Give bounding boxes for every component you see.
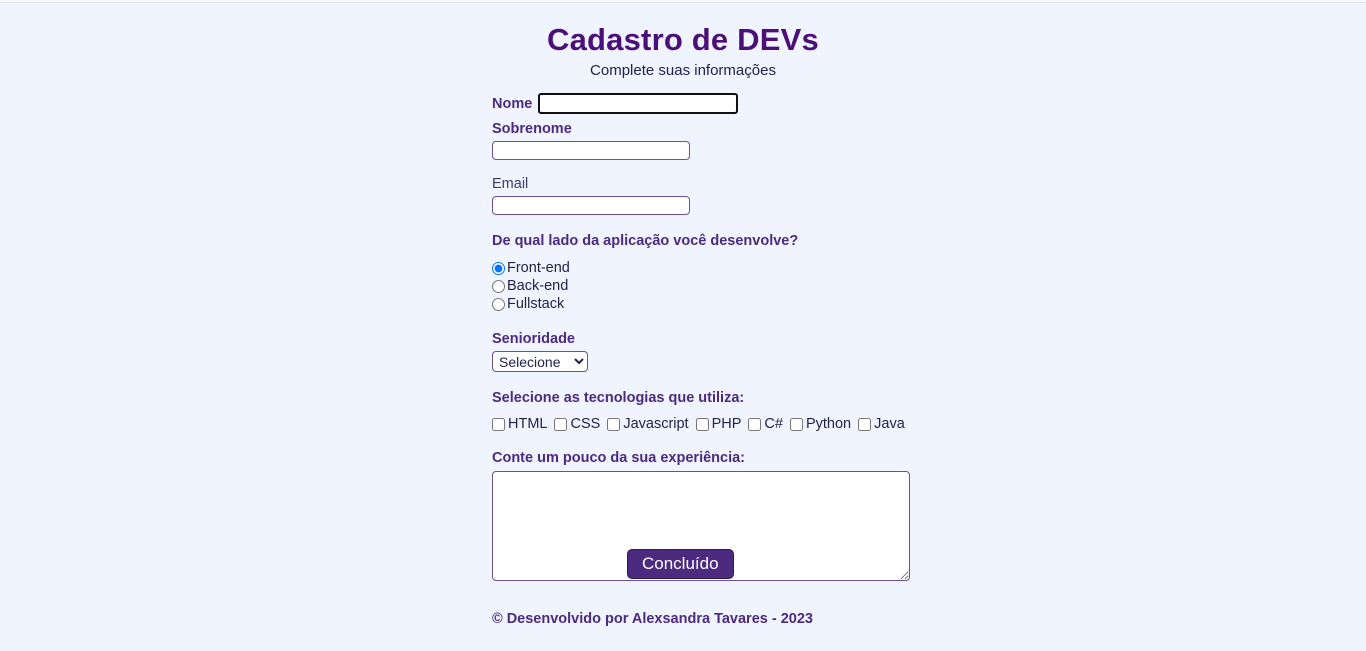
nome-label: Nome [492,95,533,112]
lado-label: De qual lado da aplicação você desenvolve? [492,233,799,249]
checkbox-php-label: PHP [711,416,742,432]
checkbox-html[interactable] [492,416,547,432]
radio-front-end[interactable] [492,259,1192,277]
field-email [492,175,1192,216]
registration-form [492,93,1192,627]
radio-back-end[interactable] [492,277,1192,295]
field-sobrenome [492,120,1192,161]
email-label: Email [492,175,529,192]
field-tecnologias [492,390,1192,432]
checkbox-python[interactable] [790,416,851,432]
submit-button[interactable]: Concluído [627,549,734,579]
checkbox-javascript-input[interactable] [607,418,620,431]
sobrenome-label: Sobrenome [492,121,572,137]
senioridade-label: Senioridade [492,331,575,347]
checkbox-php-input[interactable] [696,418,709,431]
checkbox-html-label: HTML [508,416,548,432]
checkbox-java[interactable] [858,416,905,432]
page-subtitle: Complete suas informações [590,62,776,79]
checkbox-java-label: Java [874,416,905,432]
senioridade-select[interactable] [492,351,588,372]
checkbox-html-input[interactable] [492,418,505,431]
checkbox-javascript[interactable] [607,416,688,432]
radio-fullstack-input[interactable] [492,298,505,311]
sobrenome-input[interactable] [492,141,690,160]
tecnologias-label: Selecione as tecnologias que utiliza: [492,390,745,406]
nome-input[interactable] [538,93,738,114]
radio-fullstack-label: Fullstack [507,296,565,312]
experiencia-label: Conte um pouco da sua experiência: [492,450,745,466]
checkbox-csharp-label: C# [764,416,783,432]
checkbox-javascript-label: Javascript [623,416,689,432]
checkbox-python-input[interactable] [790,418,803,431]
tecnologias-checkbox-group [492,416,1192,432]
field-lado [492,233,1192,313]
page-title: Cadastro de DEVs [547,22,819,57]
checkbox-php[interactable] [696,416,742,432]
checkbox-csharp-input[interactable] [748,418,761,431]
radio-front-end-label: Front-end [507,260,570,276]
checkbox-css[interactable] [554,416,600,432]
email-input[interactable] [492,196,690,215]
radio-front-end-input[interactable] [492,262,505,275]
checkbox-java-input[interactable] [858,418,871,431]
field-senioridade [492,331,1192,372]
field-experiencia [492,450,1192,581]
footer-credit: © Desenvolvido por Alexsandra Tavares - 2023 [492,611,813,627]
radio-fullstack[interactable] [492,295,1192,313]
field-nome [492,93,1192,114]
radio-back-end-label: Back-end [507,278,569,294]
checkbox-css-label: CSS [570,416,601,432]
checkbox-csharp[interactable] [748,416,783,432]
radio-back-end-input[interactable] [492,280,505,293]
checkbox-python-label: Python [805,416,852,432]
checkbox-css-input[interactable] [554,418,567,431]
